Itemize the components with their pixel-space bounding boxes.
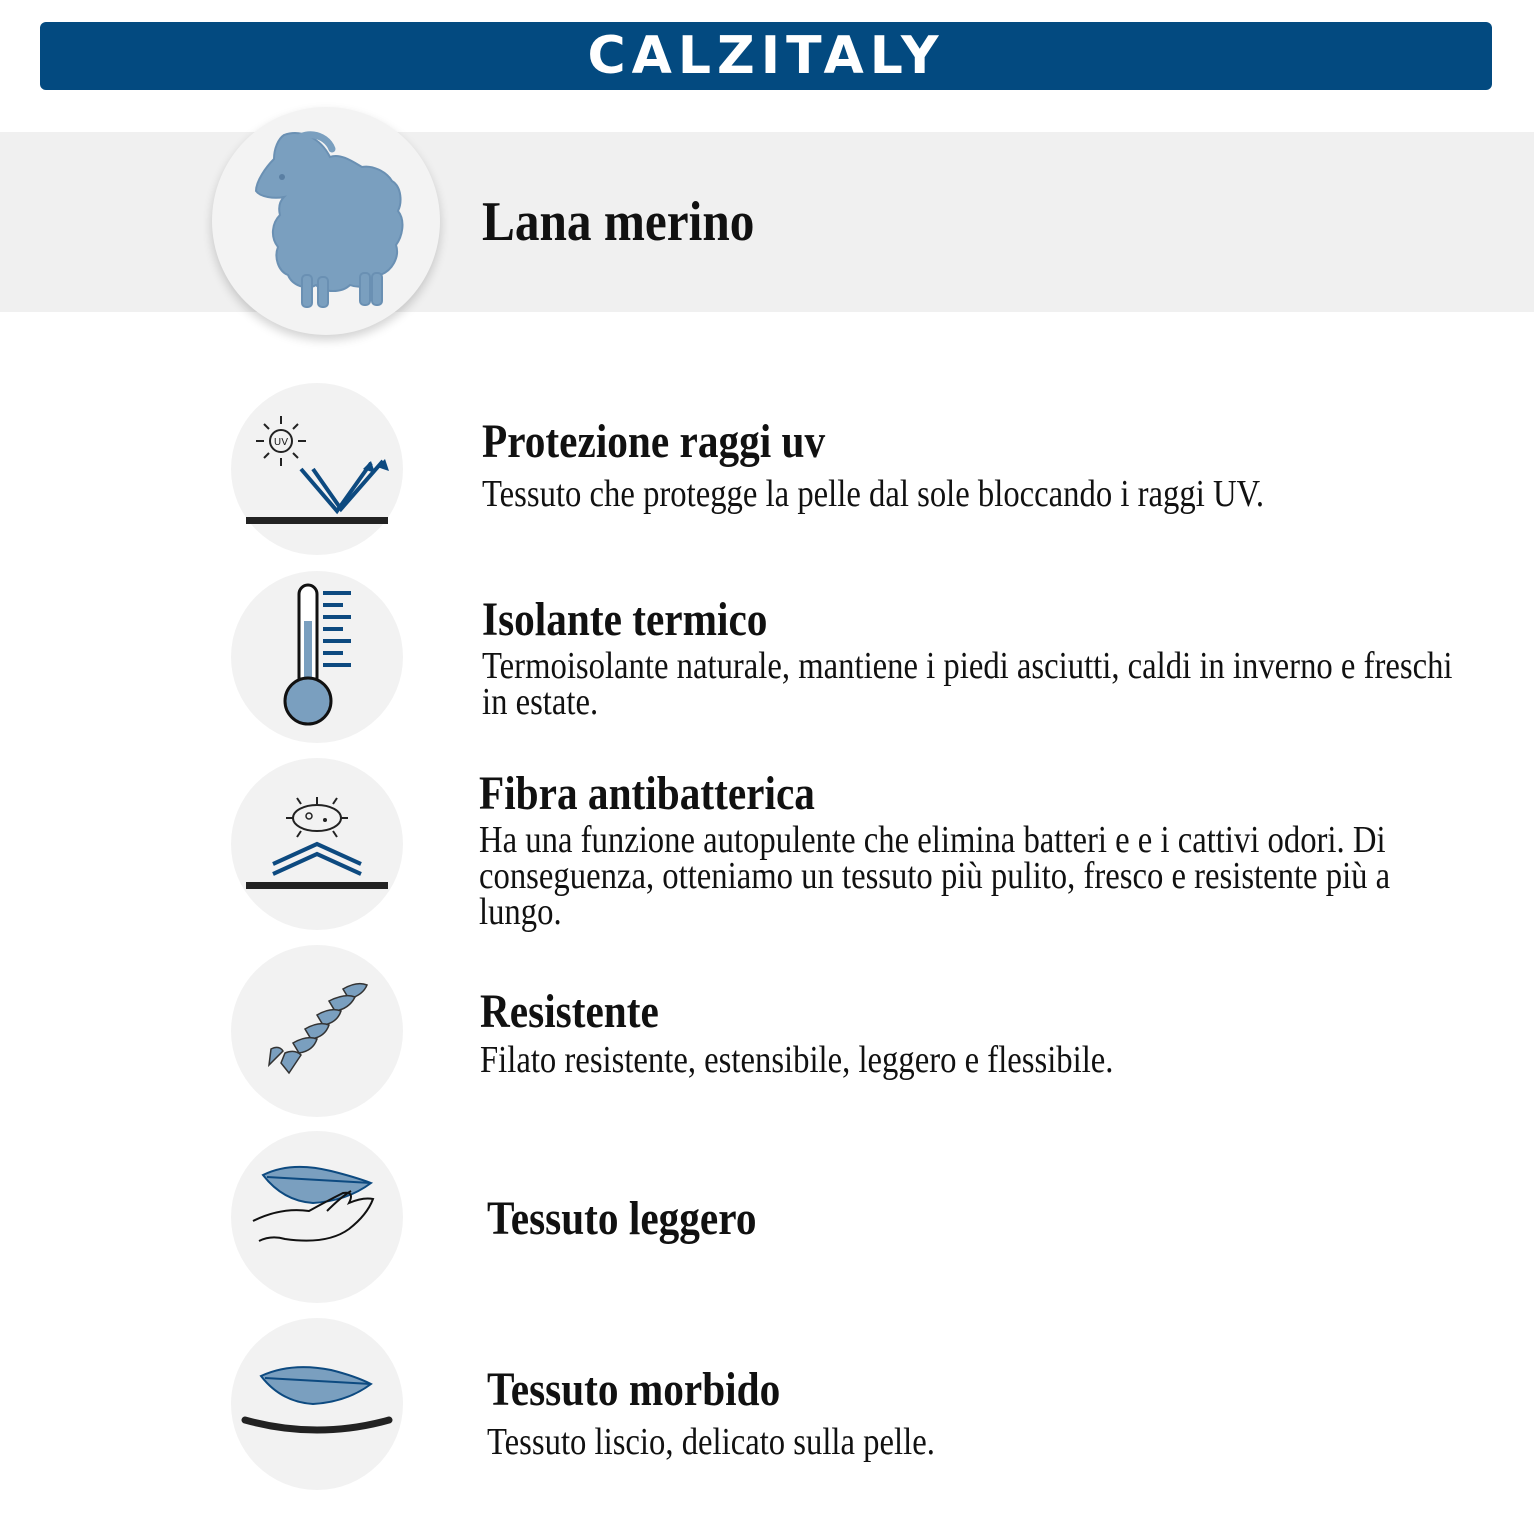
feature-title: Tessuto leggero: [487, 1192, 757, 1245]
feature-title: Resistente: [480, 985, 659, 1038]
twisted-yarn-icon: [231, 945, 403, 1117]
hero-title: Lana merino: [482, 191, 755, 253]
feature-description: Termoisolante naturale, mantiene i piedi asciutti, caldi in inverno e freschi in estate.: [482, 645, 1453, 723]
feature-title: Fibra antibatterica: [479, 767, 815, 820]
feature-title: Tessuto morbido: [487, 1363, 781, 1416]
brand-header: [40, 22, 1492, 90]
antibacterial-icon: [231, 758, 403, 930]
feature-icon-badge: [231, 1131, 403, 1303]
sheep-icon: [212, 107, 440, 335]
feature-icon-badge: [231, 1318, 403, 1490]
feather-surface-icon: [231, 1318, 403, 1490]
feature-icon-badge: [231, 945, 403, 1117]
feature-icon-badge: [231, 758, 403, 930]
thermometer-icon: [231, 571, 403, 743]
feature-icon-badge: [231, 383, 403, 555]
hero-icon-badge: [212, 107, 440, 335]
feature-description: Ha una funzione autopulente che elimina batteri e e i cattivi odori. Di conseguenza, otteniamo un tessuto più pulito, fresco e resistente più a lungo.: [479, 819, 1391, 933]
svg-text:UV: UV: [273, 437, 289, 448]
feature-description: Tessuto che protegge la pelle dal sole bloccando i raggi UV.: [482, 473, 1265, 515]
feature-description: Tessuto liscio, delicato sulla pelle.: [487, 1421, 935, 1463]
feature-title: Protezione raggi uv: [482, 415, 826, 468]
feature-description: Filato resistente, estensibile, leggero e flessibile.: [480, 1039, 1114, 1081]
feature-icon-badge: [231, 571, 403, 743]
feature-title: Isolante termico: [482, 593, 768, 646]
feather-hand-icon: [231, 1131, 403, 1303]
uv-protection-icon: [231, 383, 403, 555]
brand-name: CALZITALY: [587, 26, 945, 86]
